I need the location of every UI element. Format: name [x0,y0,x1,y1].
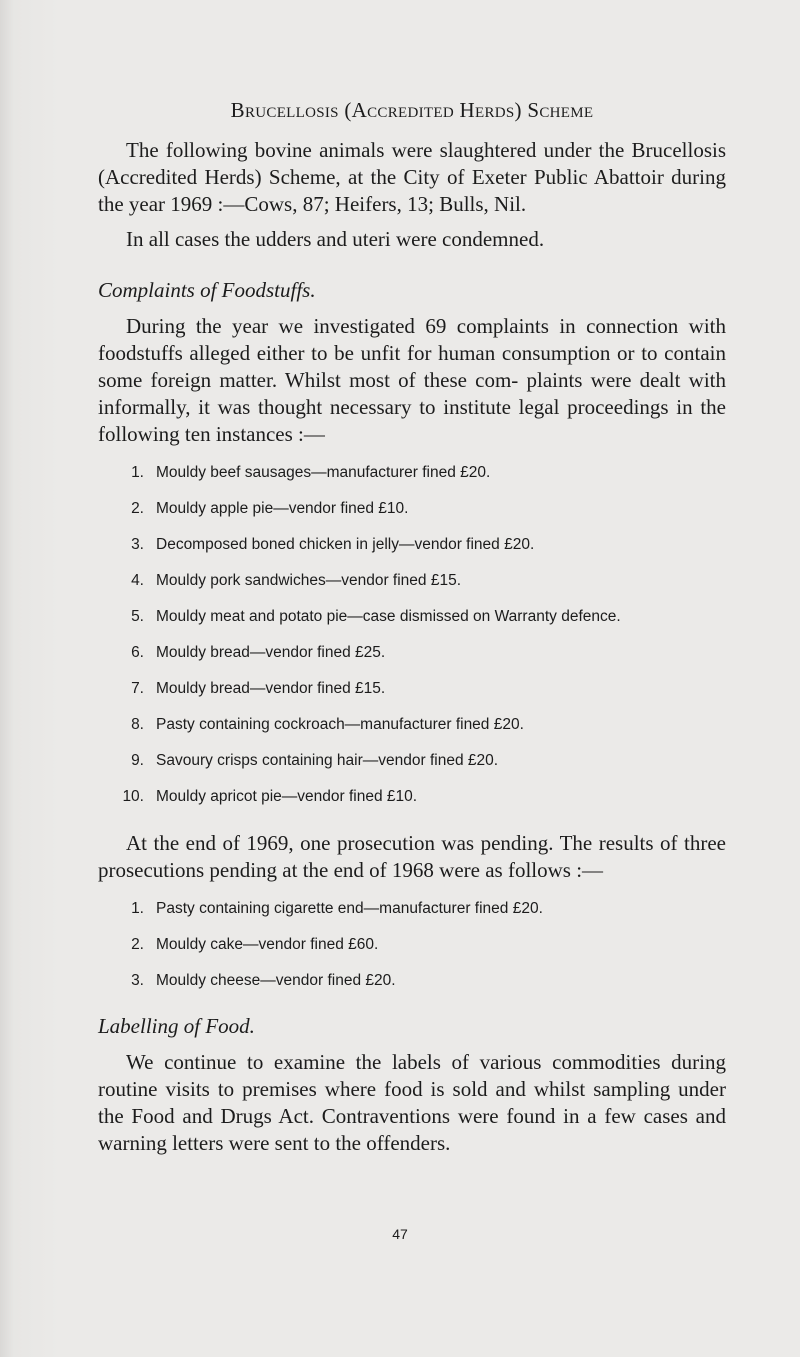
item-text: Savoury crisps containing hair—vendor fined £20. [156,752,499,769]
pending-paragraph: At the end of 1969, one prosecution was pending. The results of three prosecutions pending at the end of 1968 were as follows :— [98,831,726,882]
pending-results-list [98,898,726,991]
labelling-paragraph: We continue to examine the labels of various commodities during routine visits to premises where food is sold and whilst sampling under the Food and Drugs Act. Contraventions were found in a few cases and warning letters were sent to the offenders. [98,1050,726,1155]
item-number: 1. [131,464,144,481]
list-item [98,970,726,991]
list-item [98,570,726,591]
item-number: 2. [131,500,144,517]
item-text: Mouldy pork sandwiches—vendor fined £15. [156,572,462,589]
list-item [98,714,726,735]
list-item [98,534,726,555]
item-number: 4. [131,572,144,589]
list-item [98,498,726,519]
list-item [98,462,726,483]
list-item [98,750,726,771]
complaints-intro: During the year we investigated 69 complaints in connection with foodstuffs alleged either to be unfit for human consumption or to contain some foreign matter. Whilst most of these com- plaints were dealt with informally, it was thought necessary to institute legal proceedings in the following ten instances :— [98,314,726,446]
list-item [98,678,726,699]
page-content [98,98,726,1157]
item-number: 7. [131,680,144,697]
item-number: 2. [131,936,144,953]
section-heading: Brucellosis (Accredited Herds) Scheme [230,98,594,122]
item-text: Mouldy beef sausages—manufacturer fined £20. [156,464,491,481]
list-item [98,606,726,627]
labelling-heading: Labelling of Food. [98,1014,255,1038]
brucellosis-paragraph: The following bovine animals were slaughtered under the Brucellosis (Accredited Herds) Scheme, at the City of Exeter Public Abattoir during the year 1969 :—Cows, 87; Heifers, 13; Bulls, Nil. [98,138,726,216]
item-text: Mouldy meat and potato pie—case dismissed on Warranty defence. [156,608,621,625]
list-item [98,642,726,663]
item-text: Mouldy bread—vendor fined £15. [156,680,386,697]
item-number: 3. [131,536,144,553]
list-item [98,898,726,919]
prosecutions-list [98,462,726,807]
item-text: Pasty containing cockroach—manufacturer fined £20. [156,716,524,733]
item-number: 8. [131,716,144,733]
page-number: 47 [392,1226,408,1242]
item-number: 9. [131,752,144,769]
item-number: 10. [122,788,144,805]
item-text: Decomposed boned chicken in jelly—vendor fined £20. [156,536,535,553]
item-text: Mouldy apricot pie—vendor fined £10. [156,788,418,805]
list-item [98,934,726,955]
item-text: Mouldy apple pie—vendor fined £10. [156,500,409,517]
item-number: 6. [131,644,144,661]
list-item [98,786,726,807]
complaints-heading: Complaints of Foodstuffs. [98,278,316,302]
item-text: Mouldy cake—vendor fined £60. [156,936,379,953]
item-number: 3. [131,972,144,989]
condemned-paragraph: In all cases the udders and uteri were condemned. [126,227,545,251]
item-number: 1. [131,900,144,917]
item-text: Mouldy bread—vendor fined £25. [156,644,386,661]
item-number: 5. [131,608,144,625]
item-text: Mouldy cheese—vendor fined £20. [156,972,396,989]
item-text: Pasty containing cigarette end—manufacturer fined £20. [156,900,543,917]
